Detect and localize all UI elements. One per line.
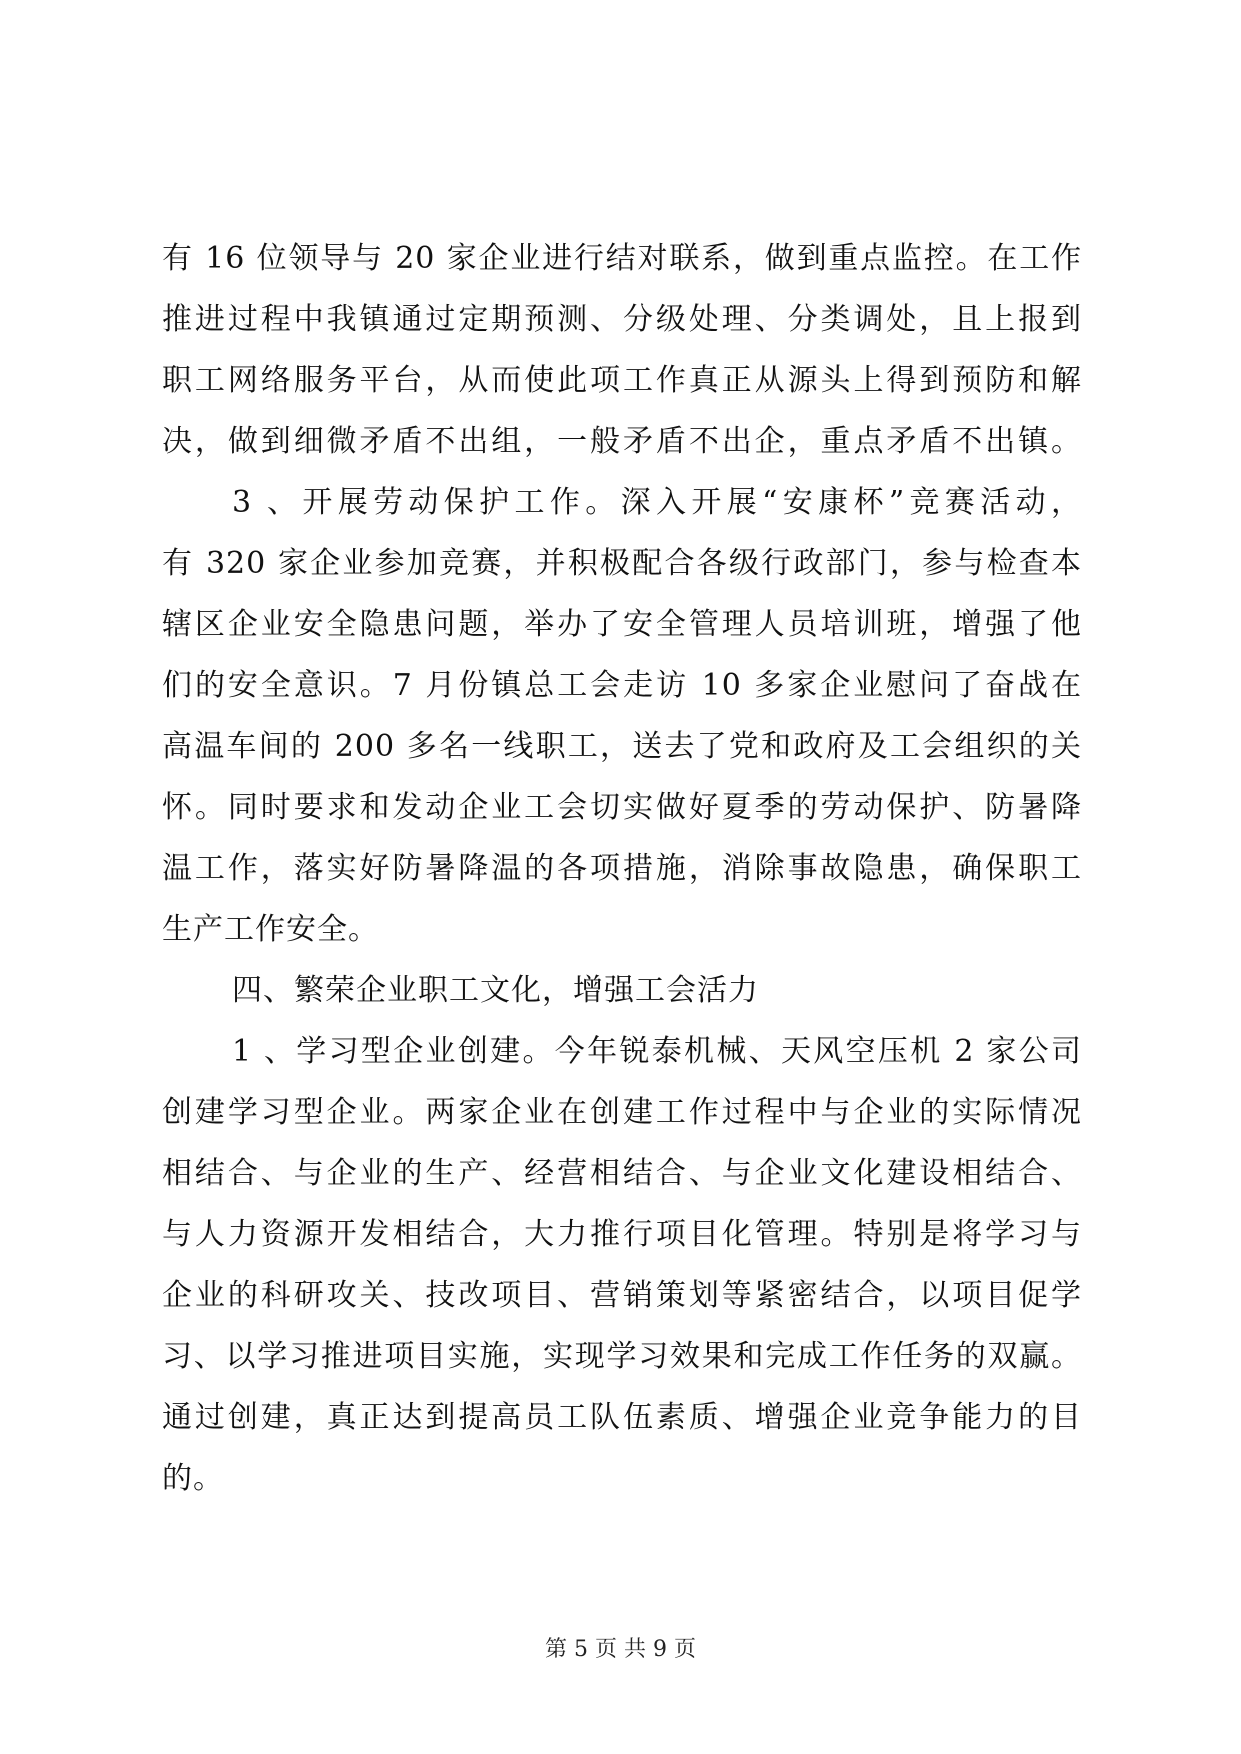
- text-line: 有 16 位领导与 20 家企业进行结对联系，做到重点监控。在工作: [162, 241, 1082, 276]
- text-line: 温工作，落实好防暑降温的各项措施，消除事故隐患，确保职工: [162, 851, 1082, 886]
- text-line: 习、以学习推进项目实施，实现学习效果和完成工作任务的双赢。: [162, 1339, 1082, 1374]
- text-line: 有 320 家企业参加竞赛，并积极配合各级行政部门，参与检查本: [162, 546, 1082, 581]
- text-line: 与人力资源开发相结合，大力推行项目化管理。特别是将学习与: [162, 1217, 1082, 1252]
- text-line: 的。: [162, 1461, 224, 1496]
- text-line: 推进过程中我镇通过定期预测、分级处理、分类调处，且上报到: [162, 302, 1082, 337]
- text-line: 高温车间的 200 多名一线职工，送去了党和政府及工会组织的关: [162, 729, 1082, 764]
- section-item-heading-line: 1 、学习型企业创建。今年锐泰机械、天风空压机 2 家公司: [232, 1034, 1082, 1069]
- section-item-heading-line: 3 、开展劳动保护工作。深入开展“安康杯”竞赛活动，: [232, 485, 1082, 520]
- text-line: 企业的科研攻关、技改项目、营销策划等紧密结合，以项目促学: [162, 1278, 1082, 1313]
- text-line: 辖区企业安全隐患问题，举办了安全管理人员培训班，增强了他: [162, 607, 1082, 642]
- text-line: 们的安全意识。7 月份镇总工会走访 10 多家企业慰问了奋战在: [162, 668, 1082, 703]
- document-body: [162, 228, 1082, 1509]
- page-number-footer: 第 5 页 共 9 页: [545, 1637, 696, 1662]
- text-line: 职工网络服务平台，从而使此项工作真正从源头上得到预防和解: [162, 363, 1082, 398]
- text-line: 决，做到细微矛盾不出组，一般矛盾不出企，重点矛盾不出镇。: [162, 424, 1082, 459]
- section-heading: 四、繁荣企业职工文化，增强工会活力: [232, 973, 759, 1008]
- text-line: 生产工作安全。: [162, 912, 379, 947]
- text-line: 创建学习型企业。两家企业在创建工作过程中与企业的实际情况: [162, 1095, 1082, 1130]
- text-line: 怀。同时要求和发动企业工会切实做好夏季的劳动保护、防暑降: [162, 790, 1082, 825]
- text-line: 通过创建，真正达到提高员工队伍素质、增强企业竞争能力的目: [162, 1400, 1082, 1435]
- text-line: 相结合、与企业的生产、经营相结合、与企业文化建设相结合、: [162, 1156, 1082, 1191]
